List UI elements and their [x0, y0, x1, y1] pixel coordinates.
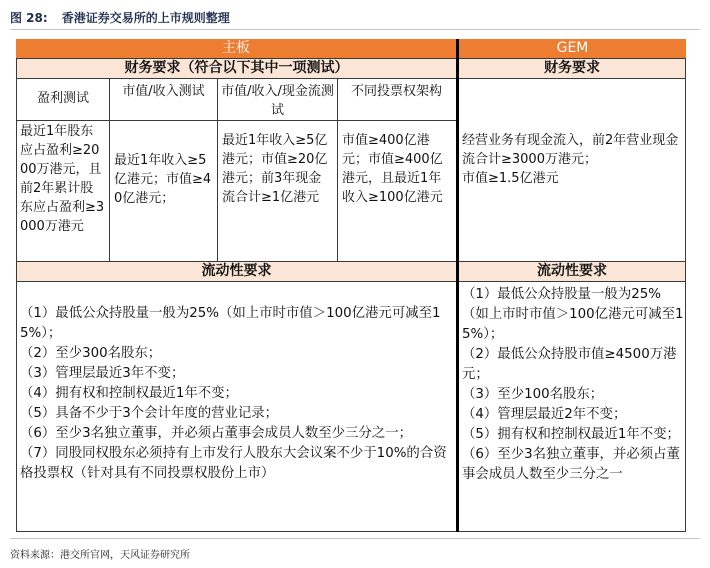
- list-item: （5）拥有权和控制权最近1年不变；: [462, 427, 680, 442]
- table-right-border: [685, 79, 686, 531]
- main-liquidity-title-label: 流动性要求: [201, 263, 272, 279]
- list-item: （3）至少100名股东；: [462, 387, 604, 402]
- subheader-divider: [16, 120, 456, 121]
- gem-financial-title: [459, 58, 686, 79]
- list-item: （5）具备不少于3个会计年度的营业记录；: [20, 406, 279, 421]
- list-item: （4）管理层最近2年不变；: [462, 407, 627, 422]
- list-item: （3）管理层最近3年不变；: [20, 366, 185, 381]
- mktcap-revenue-test-body: 最近1年收入≥5亿港元；市值≥40亿港元；: [114, 153, 212, 206]
- col-header-profit-test: 盈利测试: [36, 91, 89, 106]
- main-financial-title-label: 财务要求（符合以下其中一项测试）: [124, 60, 349, 76]
- table-bottom-border: [16, 531, 686, 532]
- gem-financial-title-label: 财务要求: [544, 60, 600, 76]
- col-header-mktcap-revenue-cashflow-test: 市值/收入/现金流测试: [221, 84, 334, 118]
- col-header-weighted-voting-rights: 不同投票权架构: [350, 84, 442, 99]
- main-financial-title: [16, 58, 456, 79]
- list-item: （2）至少300名股东；: [20, 346, 162, 361]
- title-rule: [10, 29, 700, 30]
- col-divider-1: [109, 79, 110, 261]
- gem-liquidity-list: [462, 285, 684, 485]
- main-gem-divider: [456, 39, 459, 532]
- list-item: （1）最低公众持股量一般为25%（如上市时市值＞100亿港元可减至15%）；: [462, 287, 684, 342]
- list-item: （2）最低公众持股市值≥4500万港元；: [462, 347, 677, 382]
- gem-header: [459, 39, 686, 58]
- list-item: （1）最低公众持股量一般为25%（如上市时市值＞100亿港元可减至15%）；: [20, 306, 441, 341]
- source-note: 资料来源：港交所官网，天风证券研究所: [10, 550, 190, 561]
- main-board-header-label: 主板: [222, 40, 250, 56]
- list-item: （6）至少3名独立董事，并必须占董事会成员人数至少三分之一；: [20, 426, 412, 441]
- col-divider-2: [217, 79, 218, 261]
- main-board-header: [16, 39, 456, 58]
- profit-test-body: 最近1年股东应占盈利≥2000万港元，且前2年累计股东应占盈利≥3000万港元: [20, 124, 105, 234]
- mktcap-revenue-cashflow-test-body: 最近1年收入≥5亿港元；市值≥20亿港元；前3年现金流合计≥1亿港元: [222, 133, 328, 205]
- main-liquidity-title: [16, 261, 456, 282]
- gem-liquidity-title-label: 流动性要求: [537, 263, 607, 279]
- figure-title: [10, 9, 230, 26]
- list-item: （4）拥有权和控制权最近1年不变；: [20, 386, 238, 401]
- table-left-border: [16, 79, 17, 531]
- figure-caption: 香港证券交易所的上市规则整理: [61, 11, 230, 25]
- list-item: （6）至少3名独立董事，并必须占董事会成员人数至少三分之一: [462, 447, 680, 482]
- list-item: （7）同股同权股东必须持有上市发行人股东大会议案不少于10%的合资格投票权（针对具有不同投票权股份上市）: [20, 446, 447, 481]
- gem-liquidity-title: [459, 261, 686, 282]
- col-divider-3: [337, 79, 338, 261]
- main-liquidity-list: [20, 304, 453, 484]
- figure-number: 图 28:: [10, 11, 48, 25]
- col-header-mktcap-revenue-test: 市值/收入测试: [122, 84, 205, 99]
- gem-financial-body: 经营业务有现金流入，前2年营业现金流合计≥3000万港元； 市值≥1.5亿港元: [462, 133, 679, 186]
- weighted-voting-rights-body: 市值≥400亿港元；市值≥400亿港元，且最近1年收入≥100亿港元: [342, 133, 443, 205]
- source-rule: [10, 538, 700, 539]
- gem-header-label: GEM: [556, 40, 589, 56]
